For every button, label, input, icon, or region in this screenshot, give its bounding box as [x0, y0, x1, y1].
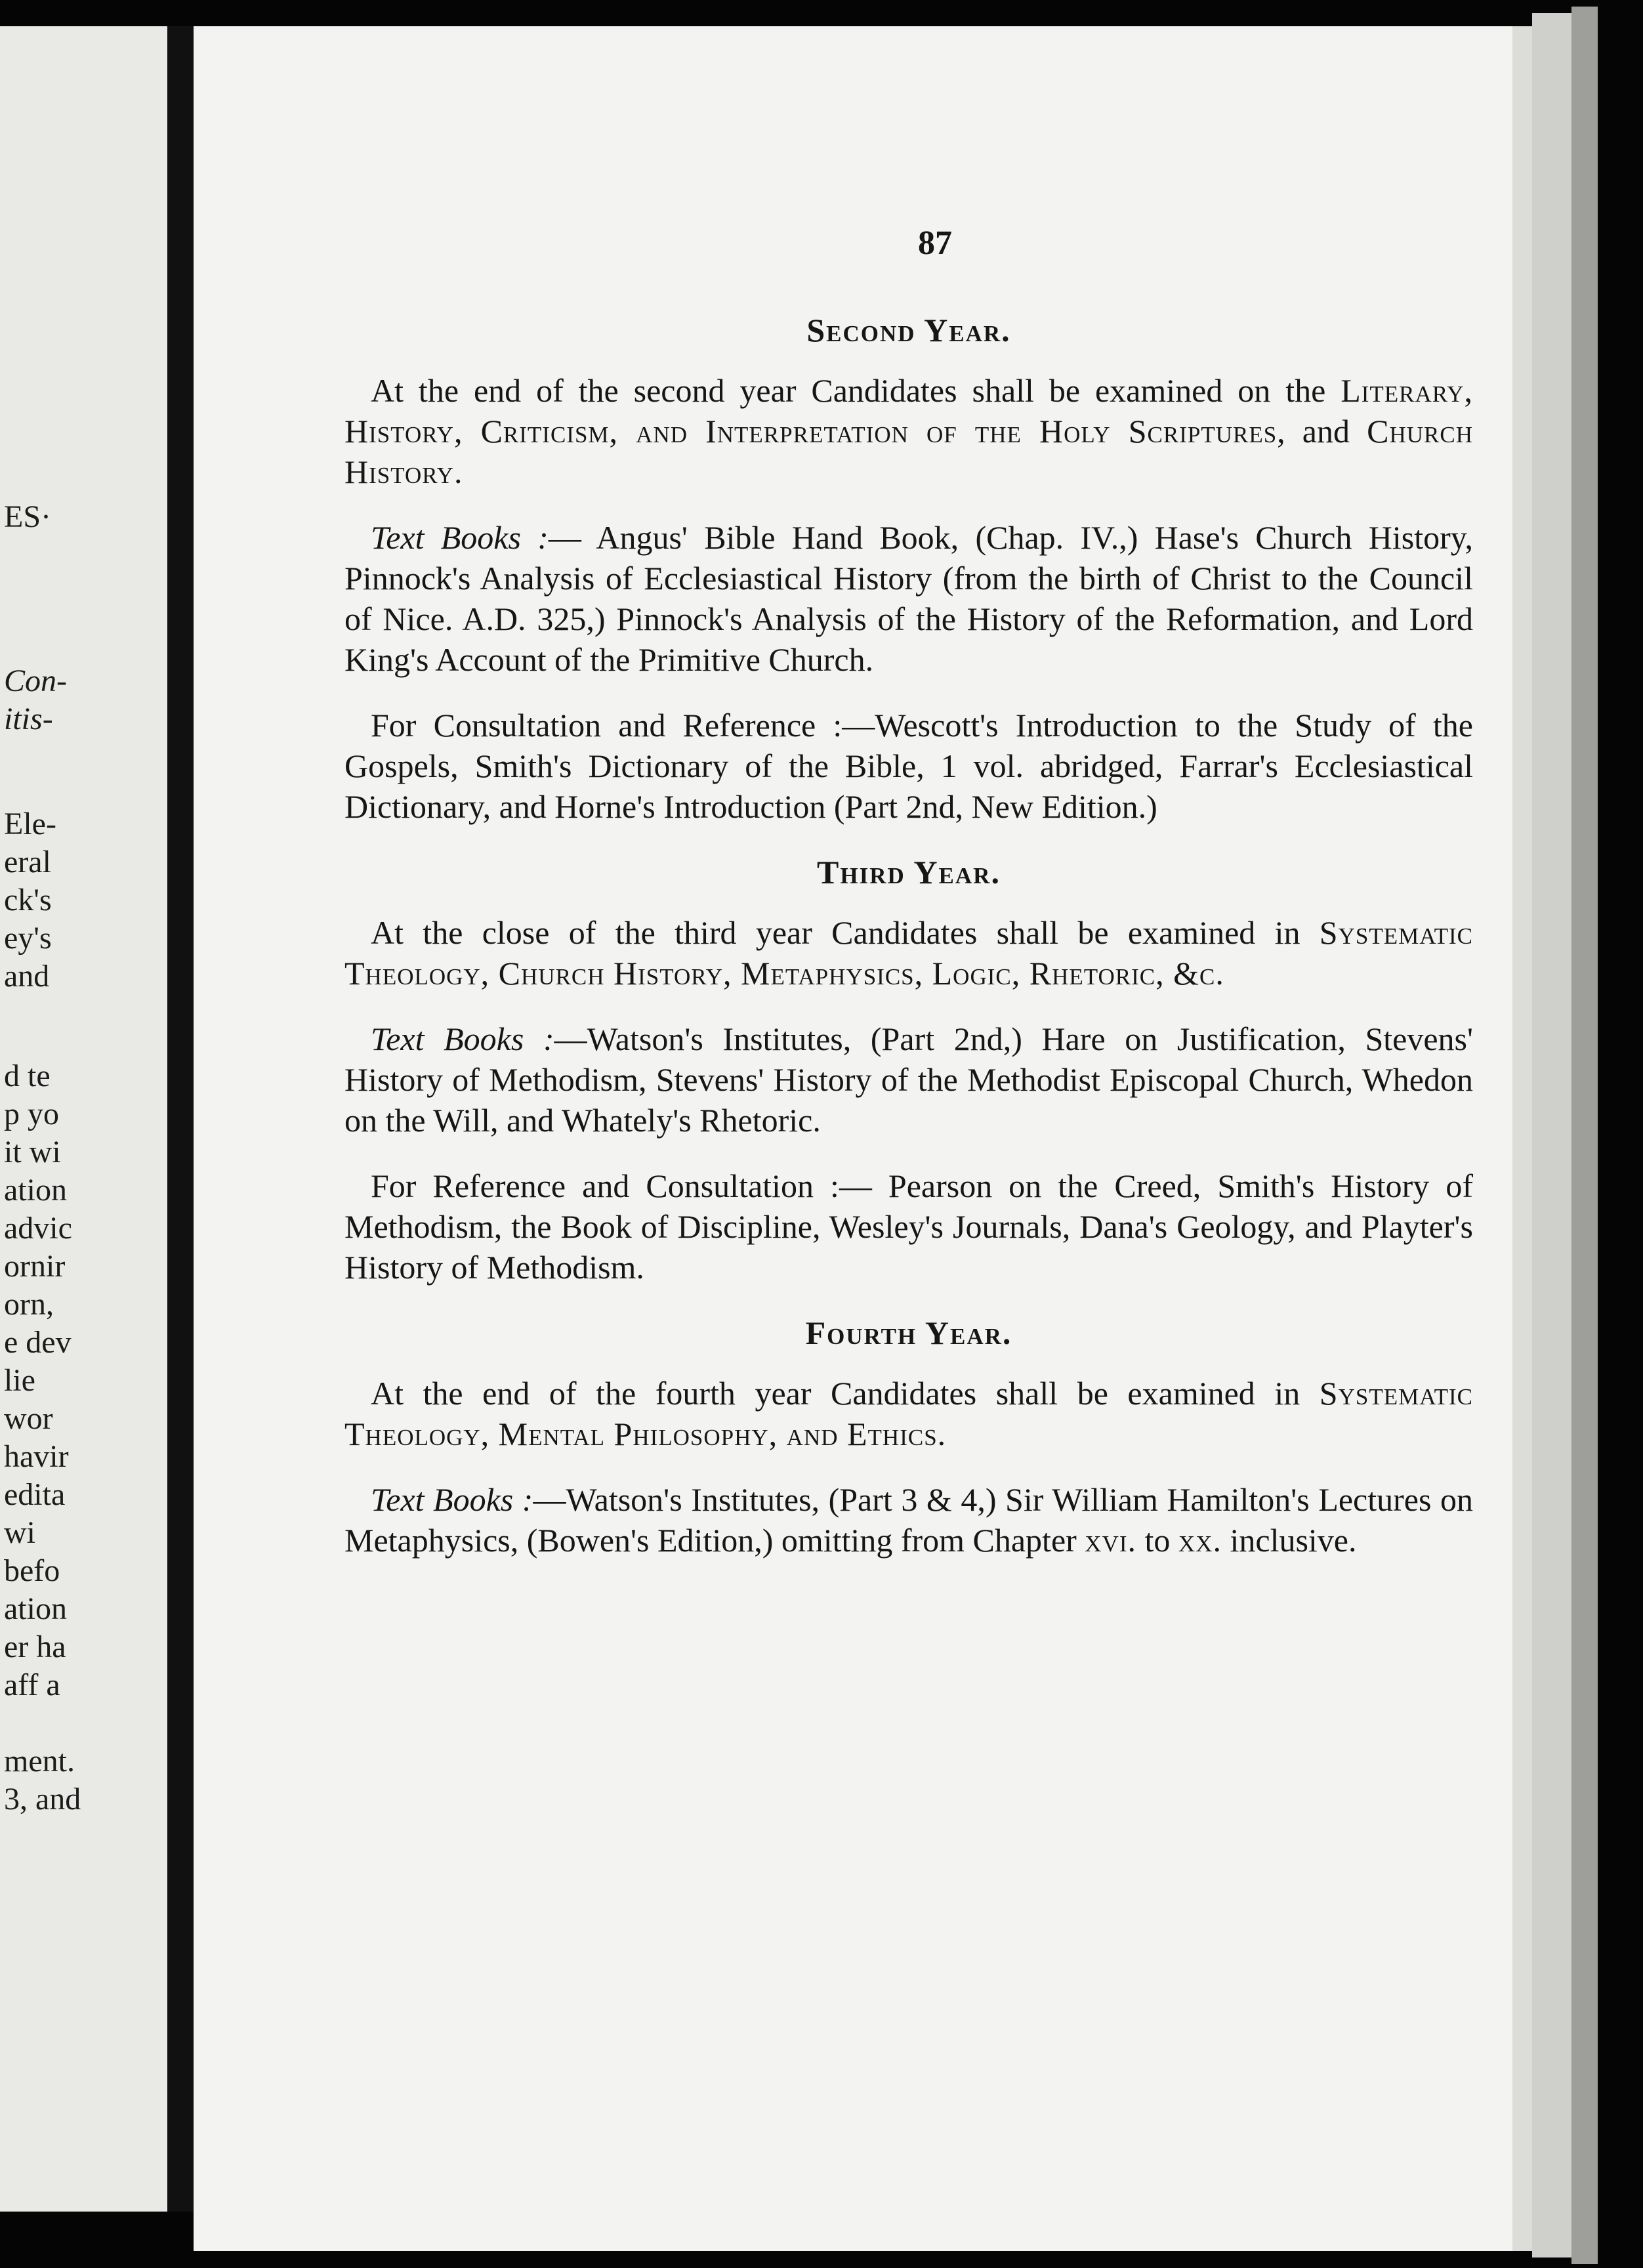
left-page-text-fragment: befo	[4, 1553, 60, 1588]
left-page-text-fragment: itis-	[4, 702, 53, 736]
section	[344, 1312, 1473, 1561]
body-text: For Consultation and Reference :—Wescott's Introduction to the Study of the Gospels, Smith's Dictionary of the Bible, 1 vol. abridged, Farrar's Ecclesiastical Dictionary, and Horne's Introduction (Part 2nd, New Edition.)	[344, 707, 1473, 825]
paragraph	[344, 1166, 1473, 1288]
paragraph	[344, 517, 1473, 680]
left-page-text-fragment: 3, and	[4, 1782, 81, 1816]
left-page-text-fragment: ES·	[4, 499, 51, 534]
left-facing-page	[0, 26, 167, 2212]
subject-text: Systematic Theology, Church History, Metaphysics, Logic, Rhetoric, &c.	[344, 914, 1473, 992]
left-page-text-fragment: it wi	[4, 1135, 61, 1169]
page-number: 87	[918, 224, 952, 262]
body-text: —Watson's Institutes, (Part 3 & 4,) Sir William Hamilton's Lectures on Metaphysics, (Bowen's Edition,) omitting from Chapter	[344, 1481, 1473, 1559]
left-page-text-fragment: Con-	[4, 663, 67, 698]
paragraph	[344, 912, 1473, 994]
body-text: .	[937, 1416, 946, 1452]
right-page	[194, 26, 1532, 2251]
subject-text: Systematic Theology, Mental Philosophy, and Ethics	[344, 1375, 1473, 1452]
paragraph	[344, 1018, 1473, 1141]
body-text: At the end of the fourth year Candidates shall be examined in	[371, 1375, 1320, 1412]
section	[344, 310, 1473, 827]
left-page-text-fragment: edita	[4, 1477, 66, 1512]
left-page-text-fragment: orn,	[4, 1287, 54, 1322]
subject-text: xvi.	[1085, 1522, 1137, 1559]
body-text: —Watson's Institutes, (Part 2nd,) Hare on Justification, Stevens' History of Methodism, Stevens' History of the Methodist Episcopal Church, Whedon on the Will, and Whately's Rhetoric.	[344, 1020, 1474, 1139]
section-heading: Second Year.	[806, 312, 1011, 348]
left-page-text-fragment: eral	[4, 845, 51, 879]
left-page-text-fragment: wi	[4, 1515, 35, 1550]
left-page-text-fragment: e dev	[4, 1325, 72, 1360]
subject-text: xx.	[1178, 1522, 1222, 1559]
left-page-text-fragment: and	[4, 959, 50, 994]
label-text: Text Books :	[371, 1020, 554, 1057]
left-page-text-fragment: ck's	[4, 883, 52, 917]
section-heading: Fourth Year.	[805, 1314, 1012, 1351]
left-page-text-fragment: d te	[4, 1059, 51, 1093]
left-page-text-fragment: aff a	[4, 1668, 60, 1702]
body-text: At the end of the second year Candidates shall be examined on the	[371, 372, 1341, 409]
body-text: — Angus' Bible Hand Book, (Chap. IV.,) Hase's Church History, Pinnock's Analysis of Ecclesiastical History (from the birth of Christ to the Council of Nice. A.D. 325,) Pinnock's Analysis of the History of the Reformation, and Lord King's Account of the Primitive Church.	[344, 519, 1473, 678]
page-edge	[1532, 13, 1571, 2258]
left-page-text-fragment: advic	[4, 1211, 72, 1246]
body-text: At the close of the third year Candidates shall be examined in	[371, 914, 1320, 951]
paragraph	[344, 370, 1473, 492]
left-page-text-fragment: ment.	[4, 1744, 75, 1778]
page-text-block	[344, 223, 1473, 1586]
left-page-text-fragment: lie	[4, 1363, 35, 1398]
left-page-text-fragment: havir	[4, 1439, 69, 1474]
body-text: .	[453, 453, 463, 490]
body-text: inclusive.	[1221, 1522, 1357, 1559]
left-page-text-fragment: Ele-	[4, 807, 56, 841]
label-text: Text Books :	[371, 1481, 533, 1518]
paragraph	[344, 1373, 1473, 1454]
book-gutter	[167, 26, 194, 2212]
body-text: For Reference and Consultation :— Pearson on the Creed, Smith's History of Methodism, the Book of Discipline, Wesley's Journals, Dana's Geology, and Playter's History of Methodism.	[344, 1167, 1473, 1286]
paragraph	[344, 705, 1473, 827]
label-text: Text Books :	[371, 519, 549, 556]
book-cover-edge	[1571, 7, 1598, 2264]
left-page-text-fragment: ation	[4, 1173, 67, 1208]
subject-text: Literary, History, Criticism, and Interpretation of the Holy Scriptures	[344, 372, 1473, 450]
left-page-text-fragment: wor	[4, 1401, 53, 1436]
section	[344, 852, 1473, 1288]
body-text: to	[1136, 1522, 1178, 1559]
body-text: , and	[1277, 413, 1367, 450]
left-page-text-fragment: er ha	[4, 1629, 66, 1664]
left-page-text-fragment: ation	[4, 1591, 67, 1626]
left-page-text-fragment: p yo	[4, 1097, 59, 1131]
left-page-text-fragment: ey's	[4, 921, 52, 956]
sections-container	[344, 310, 1473, 1561]
section-heading: Third Year.	[817, 854, 1001, 891]
paragraph	[344, 1479, 1473, 1561]
left-page-text-fragment: ornir	[4, 1249, 66, 1284]
subject-text: Church History	[344, 413, 1473, 490]
